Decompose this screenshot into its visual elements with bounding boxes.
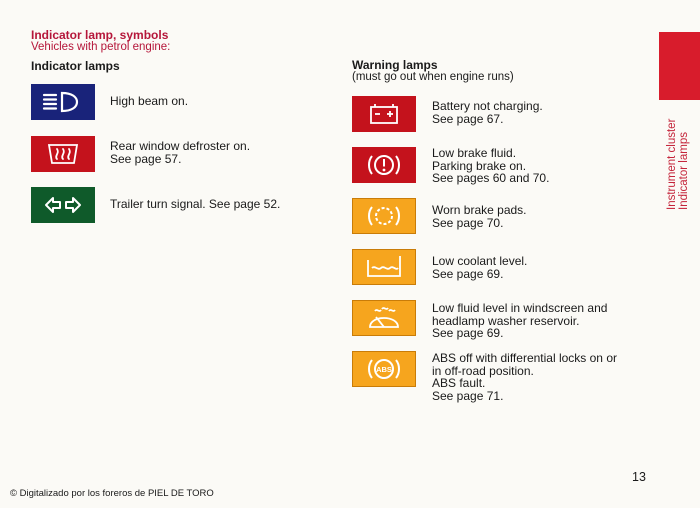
scan-credit: © Digitalizado por los foreros de PIEL DE TORO <box>10 488 214 499</box>
battery-description: Battery not charging. See page 67. <box>432 99 543 126</box>
washer-fluid-icon <box>352 300 416 336</box>
high-beam-description: High beam on. <box>110 94 189 108</box>
brake-pad-description: Worn brake pads. See page 70. <box>432 203 527 230</box>
abs-description: ABS off with differential locks on or in off-road position. ABS fault. See page 71. <box>432 351 617 403</box>
battery-icon <box>352 96 416 132</box>
section-tab <box>659 32 700 100</box>
warning-lamps-subheading: (must go out when engine runs) <box>352 71 514 83</box>
rear-window-defroster-description: Rear window defroster on. See page 57. <box>110 139 251 166</box>
brake-warning-description: Low brake fluid. Parking brake on. See pages 60 and 70. <box>432 146 550 185</box>
abs-icon <box>352 351 416 387</box>
rear-window-defroster-icon <box>31 136 95 172</box>
indicator-lamps-heading: Indicator lamps <box>31 59 120 73</box>
coolant-level-description: Low coolant level. See page 69. <box>432 254 528 281</box>
page-number: 13 <box>632 470 646 484</box>
brake-warning-icon <box>352 147 416 183</box>
coolant-level-icon <box>352 249 416 285</box>
page-subtitle: Vehicles with petrol engine: <box>31 41 171 53</box>
high-beam-icon <box>31 84 95 120</box>
page-title: Indicator lamp, symbols <box>31 28 169 42</box>
brake-pad-icon <box>352 198 416 234</box>
warning-lamps-heading: Warning lamps <box>352 58 438 72</box>
trailer-turn-signal-icon <box>31 187 95 223</box>
abs-icon-label: ABS <box>376 365 392 374</box>
trailer-turn-signal-description: Trailer turn signal. See page 52. <box>110 197 281 211</box>
washer-fluid-description: Low fluid level in windscreen and headlamp washer reservoir. See page 69. <box>432 301 608 340</box>
section-side-label: Instrument cluster Indicator lamps <box>666 118 690 210</box>
